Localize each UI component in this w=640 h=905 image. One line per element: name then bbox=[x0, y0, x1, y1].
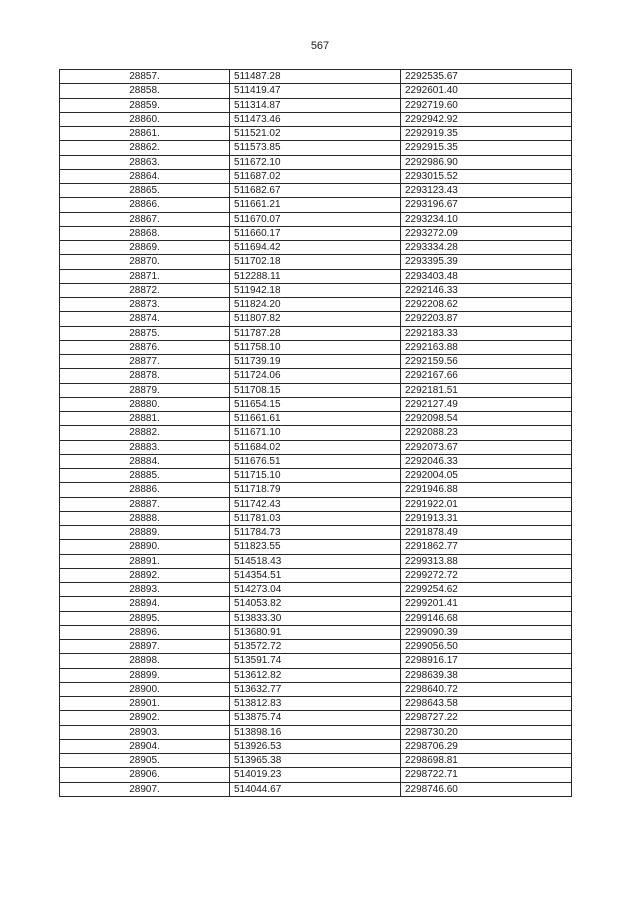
point-number-cell: 28884. bbox=[60, 454, 230, 468]
y-coordinate-cell: 2292203.87 bbox=[401, 312, 572, 326]
x-coordinate-cell: 511718.79 bbox=[230, 483, 401, 497]
table-row bbox=[60, 526, 572, 540]
x-coordinate-cell: 511684.02 bbox=[230, 440, 401, 454]
y-coordinate-cell: 2292088.23 bbox=[401, 426, 572, 440]
y-coordinate-cell: 2298722.71 bbox=[401, 768, 572, 782]
point-number-cell: 28903. bbox=[60, 725, 230, 739]
table-row bbox=[60, 383, 572, 397]
point-number-cell: 28872. bbox=[60, 283, 230, 297]
table-row bbox=[60, 70, 572, 84]
x-coordinate-cell: 511672.10 bbox=[230, 155, 401, 169]
x-coordinate-cell: 511739.19 bbox=[230, 355, 401, 369]
y-coordinate-cell: 2291946.88 bbox=[401, 483, 572, 497]
y-coordinate-cell: 2298698.81 bbox=[401, 754, 572, 768]
y-coordinate-cell: 2299056.50 bbox=[401, 640, 572, 654]
point-number-cell: 28891. bbox=[60, 554, 230, 568]
y-coordinate-cell: 2291862.77 bbox=[401, 540, 572, 554]
point-number-cell: 28857. bbox=[60, 70, 230, 84]
table-row bbox=[60, 483, 572, 497]
y-coordinate-cell: 2298730.20 bbox=[401, 725, 572, 739]
page-number: 567 bbox=[310, 40, 330, 52]
point-number-cell: 28906. bbox=[60, 768, 230, 782]
x-coordinate-cell: 511682.67 bbox=[230, 184, 401, 198]
table-row bbox=[60, 198, 572, 212]
y-coordinate-cell: 2293196.67 bbox=[401, 198, 572, 212]
y-coordinate-cell: 2291878.49 bbox=[401, 526, 572, 540]
x-coordinate-cell: 511661.61 bbox=[230, 412, 401, 426]
table-row bbox=[60, 782, 572, 796]
x-coordinate-cell: 511708.15 bbox=[230, 383, 401, 397]
table-row bbox=[60, 668, 572, 682]
y-coordinate-cell: 2291913.31 bbox=[401, 511, 572, 525]
table-row bbox=[60, 355, 572, 369]
coordinates-table bbox=[59, 69, 572, 797]
table-row bbox=[60, 654, 572, 668]
table-row bbox=[60, 84, 572, 98]
y-coordinate-cell: 2292183.33 bbox=[401, 326, 572, 340]
point-number-cell: 28893. bbox=[60, 583, 230, 597]
table-row bbox=[60, 682, 572, 696]
y-coordinate-cell: 2292163.88 bbox=[401, 340, 572, 354]
y-coordinate-cell: 2293403.48 bbox=[401, 269, 572, 283]
x-coordinate-cell: 511807.82 bbox=[230, 312, 401, 326]
x-coordinate-cell: 511942.18 bbox=[230, 283, 401, 297]
x-coordinate-cell: 513572.72 bbox=[230, 640, 401, 654]
x-coordinate-cell: 513965.38 bbox=[230, 754, 401, 768]
point-number-cell: 28889. bbox=[60, 526, 230, 540]
y-coordinate-cell: 2292942.92 bbox=[401, 112, 572, 126]
point-number-cell: 28907. bbox=[60, 782, 230, 796]
y-coordinate-cell: 2293272.09 bbox=[401, 226, 572, 240]
x-coordinate-cell: 514053.82 bbox=[230, 597, 401, 611]
y-coordinate-cell: 2292127.49 bbox=[401, 397, 572, 411]
y-coordinate-cell: 2292719.60 bbox=[401, 98, 572, 112]
point-number-cell: 28859. bbox=[60, 98, 230, 112]
y-coordinate-cell: 2298746.60 bbox=[401, 782, 572, 796]
point-number-cell: 28858. bbox=[60, 84, 230, 98]
point-number-cell: 28881. bbox=[60, 412, 230, 426]
point-number-cell: 28864. bbox=[60, 169, 230, 183]
point-number-cell: 28877. bbox=[60, 355, 230, 369]
table-row bbox=[60, 326, 572, 340]
y-coordinate-cell: 2292919.35 bbox=[401, 127, 572, 141]
point-number-cell: 28892. bbox=[60, 568, 230, 582]
y-coordinate-cell: 2293015.52 bbox=[401, 169, 572, 183]
y-coordinate-cell: 2299313.88 bbox=[401, 554, 572, 568]
table-row bbox=[60, 497, 572, 511]
table-row bbox=[60, 454, 572, 468]
point-number-cell: 28867. bbox=[60, 212, 230, 226]
table-row bbox=[60, 540, 572, 554]
point-number-cell: 28882. bbox=[60, 426, 230, 440]
x-coordinate-cell: 511654.15 bbox=[230, 397, 401, 411]
x-coordinate-cell: 511419.47 bbox=[230, 84, 401, 98]
y-coordinate-cell: 2298727.22 bbox=[401, 711, 572, 725]
y-coordinate-cell: 2299146.68 bbox=[401, 611, 572, 625]
y-coordinate-cell: 2292004.05 bbox=[401, 469, 572, 483]
table-row bbox=[60, 625, 572, 639]
point-number-cell: 28898. bbox=[60, 654, 230, 668]
point-number-cell: 28879. bbox=[60, 383, 230, 397]
y-coordinate-cell: 2293123.43 bbox=[401, 184, 572, 198]
y-coordinate-cell: 2298639.38 bbox=[401, 668, 572, 682]
table-row bbox=[60, 711, 572, 725]
table-row bbox=[60, 255, 572, 269]
point-number-cell: 28899. bbox=[60, 668, 230, 682]
y-coordinate-cell: 2292046.33 bbox=[401, 454, 572, 468]
point-number-cell: 28902. bbox=[60, 711, 230, 725]
x-coordinate-cell: 511671.10 bbox=[230, 426, 401, 440]
y-coordinate-cell: 2292915.35 bbox=[401, 141, 572, 155]
y-coordinate-cell: 2291922.01 bbox=[401, 497, 572, 511]
table-row bbox=[60, 583, 572, 597]
table-row bbox=[60, 725, 572, 739]
x-coordinate-cell: 513612.82 bbox=[230, 668, 401, 682]
table-row bbox=[60, 212, 572, 226]
point-number-cell: 28886. bbox=[60, 483, 230, 497]
y-coordinate-cell: 2299201.41 bbox=[401, 597, 572, 611]
y-coordinate-cell: 2292208.62 bbox=[401, 298, 572, 312]
x-coordinate-cell: 511784.73 bbox=[230, 526, 401, 540]
table-row bbox=[60, 511, 572, 525]
point-number-cell: 28869. bbox=[60, 241, 230, 255]
point-number-cell: 28905. bbox=[60, 754, 230, 768]
table-row bbox=[60, 269, 572, 283]
y-coordinate-cell: 2299090.39 bbox=[401, 625, 572, 639]
point-number-cell: 28895. bbox=[60, 611, 230, 625]
point-number-cell: 28875. bbox=[60, 326, 230, 340]
table-row bbox=[60, 754, 572, 768]
point-number-cell: 28873. bbox=[60, 298, 230, 312]
point-number-cell: 28866. bbox=[60, 198, 230, 212]
table-row bbox=[60, 155, 572, 169]
x-coordinate-cell: 511824.20 bbox=[230, 298, 401, 312]
point-number-cell: 28883. bbox=[60, 440, 230, 454]
point-number-cell: 28860. bbox=[60, 112, 230, 126]
table-row bbox=[60, 312, 572, 326]
table-row bbox=[60, 554, 572, 568]
table-row bbox=[60, 98, 572, 112]
y-coordinate-cell: 2292167.66 bbox=[401, 369, 572, 383]
point-number-cell: 28863. bbox=[60, 155, 230, 169]
table-row bbox=[60, 141, 572, 155]
x-coordinate-cell: 511687.02 bbox=[230, 169, 401, 183]
point-number-cell: 28870. bbox=[60, 255, 230, 269]
x-coordinate-cell: 511670.07 bbox=[230, 212, 401, 226]
point-number-cell: 28861. bbox=[60, 127, 230, 141]
x-coordinate-cell: 511487.28 bbox=[230, 70, 401, 84]
y-coordinate-cell: 2293334.28 bbox=[401, 241, 572, 255]
x-coordinate-cell: 511521.02 bbox=[230, 127, 401, 141]
point-number-cell: 28904. bbox=[60, 739, 230, 753]
table-row bbox=[60, 241, 572, 255]
x-coordinate-cell: 511724.06 bbox=[230, 369, 401, 383]
coordinates-table-body bbox=[60, 70, 572, 797]
x-coordinate-cell: 511715.10 bbox=[230, 469, 401, 483]
y-coordinate-cell: 2293395.39 bbox=[401, 255, 572, 269]
y-coordinate-cell: 2293234.10 bbox=[401, 212, 572, 226]
y-coordinate-cell: 2299272.72 bbox=[401, 568, 572, 582]
x-coordinate-cell: 513875.74 bbox=[230, 711, 401, 725]
x-coordinate-cell: 511661.21 bbox=[230, 198, 401, 212]
y-coordinate-cell: 2292159.56 bbox=[401, 355, 572, 369]
table-row bbox=[60, 426, 572, 440]
table-row bbox=[60, 340, 572, 354]
table-row bbox=[60, 184, 572, 198]
x-coordinate-cell: 511676.51 bbox=[230, 454, 401, 468]
x-coordinate-cell: 513632.77 bbox=[230, 682, 401, 696]
point-number-cell: 28871. bbox=[60, 269, 230, 283]
point-number-cell: 28901. bbox=[60, 697, 230, 711]
point-number-cell: 28894. bbox=[60, 597, 230, 611]
point-number-cell: 28885. bbox=[60, 469, 230, 483]
table-row bbox=[60, 226, 572, 240]
x-coordinate-cell: 514354.51 bbox=[230, 568, 401, 582]
y-coordinate-cell: 2299254.62 bbox=[401, 583, 572, 597]
table-row bbox=[60, 412, 572, 426]
y-coordinate-cell: 2292601.40 bbox=[401, 84, 572, 98]
table-row bbox=[60, 469, 572, 483]
x-coordinate-cell: 511694.42 bbox=[230, 241, 401, 255]
table-row bbox=[60, 112, 572, 126]
x-coordinate-cell: 511314.87 bbox=[230, 98, 401, 112]
point-number-cell: 28897. bbox=[60, 640, 230, 654]
table-row bbox=[60, 369, 572, 383]
x-coordinate-cell: 514044.67 bbox=[230, 782, 401, 796]
table-row bbox=[60, 283, 572, 297]
point-number-cell: 28900. bbox=[60, 682, 230, 696]
x-coordinate-cell: 511781.03 bbox=[230, 511, 401, 525]
y-coordinate-cell: 2298640.72 bbox=[401, 682, 572, 696]
point-number-cell: 28888. bbox=[60, 511, 230, 525]
point-number-cell: 28887. bbox=[60, 497, 230, 511]
point-number-cell: 28890. bbox=[60, 540, 230, 554]
y-coordinate-cell: 2292073.67 bbox=[401, 440, 572, 454]
table-row bbox=[60, 597, 572, 611]
point-number-cell: 28868. bbox=[60, 226, 230, 240]
x-coordinate-cell: 511742.43 bbox=[230, 497, 401, 511]
y-coordinate-cell: 2298916.17 bbox=[401, 654, 572, 668]
x-coordinate-cell: 514518.43 bbox=[230, 554, 401, 568]
x-coordinate-cell: 514273.04 bbox=[230, 583, 401, 597]
x-coordinate-cell: 511660.17 bbox=[230, 226, 401, 240]
x-coordinate-cell: 513926.53 bbox=[230, 739, 401, 753]
x-coordinate-cell: 511823.55 bbox=[230, 540, 401, 554]
x-coordinate-cell: 513833.30 bbox=[230, 611, 401, 625]
point-number-cell: 28874. bbox=[60, 312, 230, 326]
x-coordinate-cell: 511573.85 bbox=[230, 141, 401, 155]
point-number-cell: 28896. bbox=[60, 625, 230, 639]
point-number-cell: 28880. bbox=[60, 397, 230, 411]
x-coordinate-cell: 513591.74 bbox=[230, 654, 401, 668]
table-row bbox=[60, 697, 572, 711]
table-row bbox=[60, 768, 572, 782]
table-row bbox=[60, 640, 572, 654]
x-coordinate-cell: 513680.91 bbox=[230, 625, 401, 639]
point-number-cell: 28876. bbox=[60, 340, 230, 354]
table-row bbox=[60, 397, 572, 411]
y-coordinate-cell: 2292098.54 bbox=[401, 412, 572, 426]
table-row bbox=[60, 298, 572, 312]
table-row bbox=[60, 568, 572, 582]
table-row bbox=[60, 127, 572, 141]
point-number-cell: 28878. bbox=[60, 369, 230, 383]
x-coordinate-cell: 511758.10 bbox=[230, 340, 401, 354]
table-row bbox=[60, 440, 572, 454]
x-coordinate-cell: 514019.23 bbox=[230, 768, 401, 782]
x-coordinate-cell: 512288.11 bbox=[230, 269, 401, 283]
y-coordinate-cell: 2292181.51 bbox=[401, 383, 572, 397]
y-coordinate-cell: 2292986.90 bbox=[401, 155, 572, 169]
x-coordinate-cell: 511702.18 bbox=[230, 255, 401, 269]
y-coordinate-cell: 2292146.33 bbox=[401, 283, 572, 297]
x-coordinate-cell: 511473.46 bbox=[230, 112, 401, 126]
x-coordinate-cell: 513812.83 bbox=[230, 697, 401, 711]
table-row bbox=[60, 169, 572, 183]
y-coordinate-cell: 2298643.58 bbox=[401, 697, 572, 711]
point-number-cell: 28865. bbox=[60, 184, 230, 198]
table-row bbox=[60, 739, 572, 753]
point-number-cell: 28862. bbox=[60, 141, 230, 155]
x-coordinate-cell: 513898.16 bbox=[230, 725, 401, 739]
table-row bbox=[60, 611, 572, 625]
y-coordinate-cell: 2298706.29 bbox=[401, 739, 572, 753]
x-coordinate-cell: 511787.28 bbox=[230, 326, 401, 340]
y-coordinate-cell: 2292535.67 bbox=[401, 70, 572, 84]
